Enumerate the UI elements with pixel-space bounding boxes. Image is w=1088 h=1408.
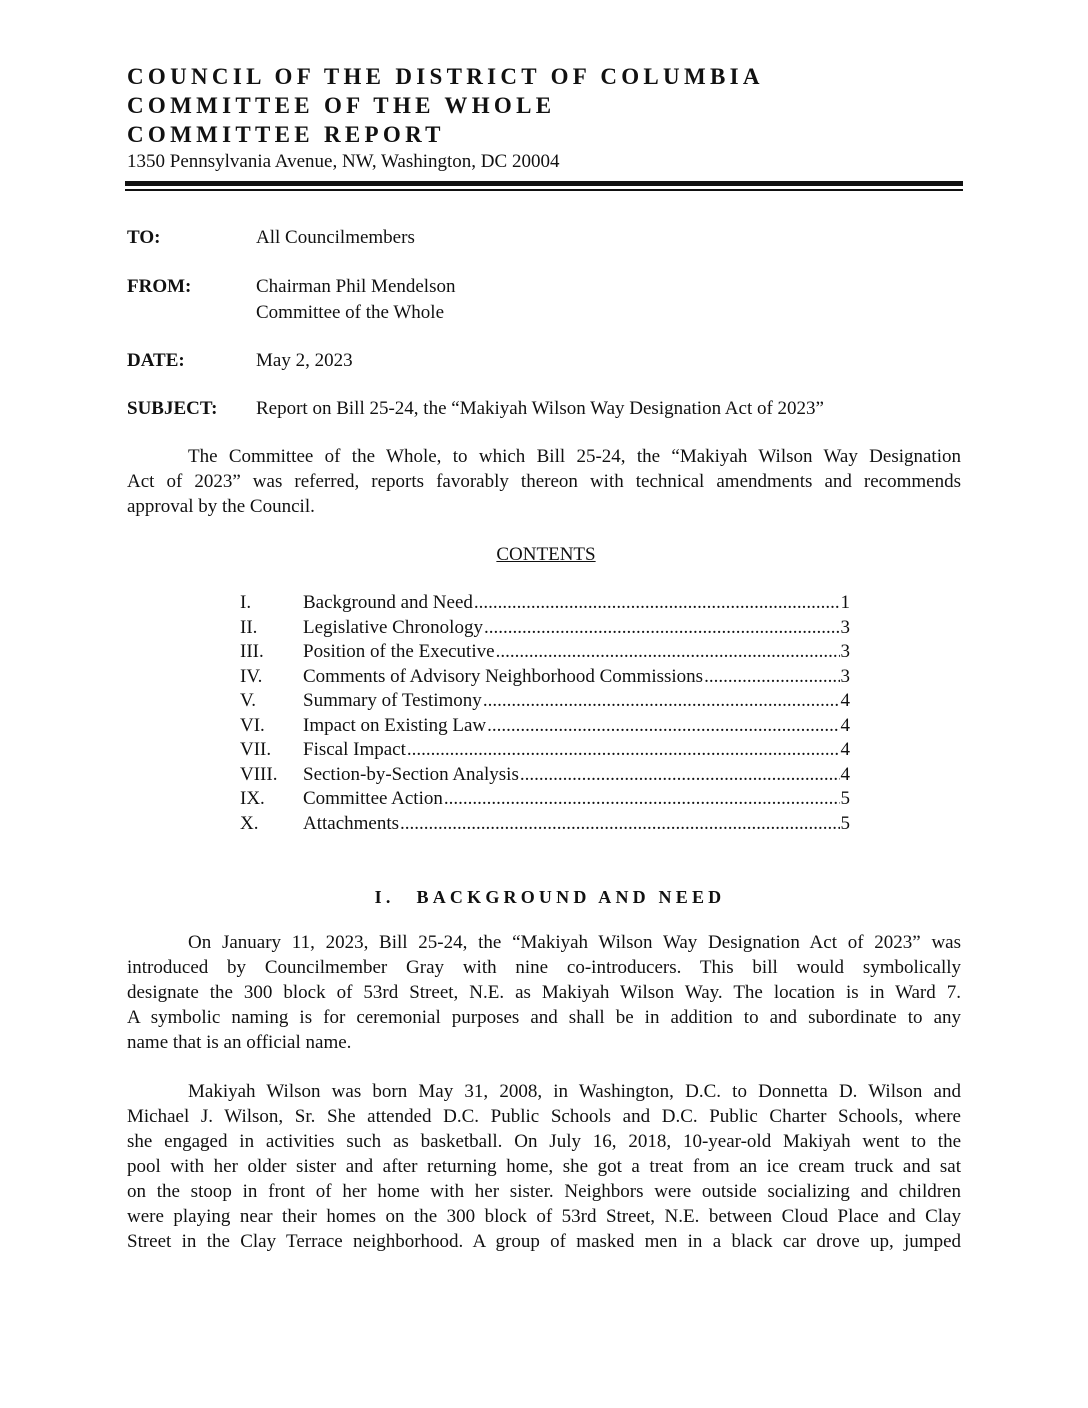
header-rule-thin bbox=[125, 189, 963, 191]
toc-label: Attachments bbox=[303, 812, 400, 834]
memo-subject-value: Report on Bill 25-24, the “Makiyah Wilson Way Designation Act of 2023” bbox=[256, 398, 824, 419]
toc-leader-dots bbox=[484, 616, 840, 641]
paragraph-line: On January 11, 2023, Bill 25-24, the “Makiyah Wilson Way Designation Act of 2023” was bbox=[188, 932, 961, 953]
paragraph-line: were playing near their homes on the 300 block of 53rd Street, N.E. between Cloud Place and Clay bbox=[127, 1206, 961, 1227]
toc-row bbox=[240, 665, 850, 690]
toc-row bbox=[240, 714, 850, 739]
toc-label: Background and Need bbox=[303, 592, 473, 613]
toc-entry bbox=[303, 640, 850, 665]
intro-line: approval by the Council. bbox=[127, 496, 315, 517]
toc-leader-dots bbox=[487, 714, 839, 739]
letterhead-report-type: COMMITTEE REPORT bbox=[127, 122, 445, 147]
toc-leader-dots bbox=[400, 812, 839, 837]
toc-number: I. bbox=[240, 592, 252, 613]
toc-page-number: 5 bbox=[840, 812, 850, 834]
toc-label: Summary of Testimony bbox=[303, 690, 482, 711]
toc-entry bbox=[303, 763, 850, 788]
toc-number: III. bbox=[240, 641, 264, 662]
paragraph-line: Makiyah Wilson was born May 31, 2008, in Washington, D.C. to Donnetta D. Wilson and bbox=[188, 1081, 961, 1102]
letterhead-address: 1350 Pennsylvania Avenue, NW, Washington, DC 20004 bbox=[127, 151, 560, 172]
toc-entry bbox=[303, 665, 850, 690]
intro-line: The Committee of the Whole, to which Bill 25-24, the “Makiyah Wilson Way Designation bbox=[188, 446, 961, 467]
toc-row bbox=[240, 787, 850, 812]
toc-number: IX. bbox=[240, 788, 265, 809]
toc-leader-dots bbox=[483, 689, 840, 714]
toc-page-number: 3 bbox=[840, 641, 850, 662]
paragraph-line: name that is an official name. bbox=[127, 1032, 352, 1053]
contents-title bbox=[0, 542, 1088, 568]
letterhead bbox=[127, 62, 764, 174]
header-rule-thick bbox=[125, 181, 963, 186]
toc-page-number: 3 bbox=[840, 616, 850, 638]
paragraph-line: designate the 300 block of 53rd Street, N.E. as Makiyah Wilson Way. The location is in Ward 7. bbox=[127, 982, 961, 1003]
toc-label: Fiscal Impact bbox=[303, 739, 406, 760]
memo-date-value: May 2, 2023 bbox=[256, 350, 353, 371]
toc-label: Impact on Existing Law bbox=[303, 714, 487, 736]
toc-label: Committee Action bbox=[303, 788, 443, 809]
toc-number: IV. bbox=[240, 665, 263, 687]
memo-date-label: DATE: bbox=[127, 350, 185, 371]
toc-row bbox=[240, 616, 850, 641]
toc-number: V. bbox=[240, 690, 257, 711]
toc-page-number: 5 bbox=[840, 788, 850, 809]
toc-number: VIII. bbox=[240, 763, 278, 785]
toc-row bbox=[240, 591, 850, 616]
paragraph-line: introduced by Councilmember Gray with nine co-introducers. This bill would symbolically bbox=[127, 957, 961, 978]
toc-page-number: 4 bbox=[840, 739, 850, 760]
toc-entry bbox=[303, 812, 850, 837]
toc-page-number: 1 bbox=[840, 592, 850, 613]
paragraph-line: she engaged in activities such as basketball. On July 16, 2018, 10-year-old Makiyah went to the bbox=[127, 1131, 961, 1152]
background-paragraph-1 bbox=[127, 930, 961, 1055]
toc-row bbox=[240, 689, 850, 714]
toc-label: Position of the Executive bbox=[303, 641, 495, 662]
toc-leader-dots bbox=[407, 738, 840, 763]
toc-page-number: 4 bbox=[840, 763, 850, 785]
toc-entry bbox=[303, 591, 850, 616]
toc-page-number: 3 bbox=[840, 665, 850, 687]
paragraph-line: on the stoop in front of her home with her sister. Neighbors were outside socializing and children bbox=[127, 1181, 961, 1202]
toc-entry bbox=[303, 689, 850, 714]
letterhead-committee: COMMITTEE OF THE WHOLE bbox=[127, 93, 556, 118]
memo-to-label: TO: bbox=[127, 227, 161, 248]
paragraph-line: Michael J. Wilson, Sr. She attended D.C. Public Schools and D.C. Public Charter Schools, where bbox=[127, 1106, 961, 1127]
letterhead-council: COUNCIL OF THE DISTRICT OF COLUMBIA bbox=[127, 64, 764, 89]
paragraph-line: Street in the Clay Terrace neighborhood. A group of masked men in a black car drove up, jumped bbox=[127, 1231, 961, 1252]
toc-number: VI. bbox=[240, 714, 265, 736]
toc-row bbox=[240, 640, 850, 665]
toc-leader-dots bbox=[444, 787, 840, 812]
section-title: BACKGROUND AND NEED bbox=[416, 887, 726, 907]
toc-number: II. bbox=[240, 616, 258, 638]
toc-entry bbox=[303, 616, 850, 641]
toc-label: Section-by-Section Analysis bbox=[303, 763, 519, 785]
toc-entry bbox=[303, 714, 850, 739]
memo-subject-label: SUBJECT: bbox=[127, 398, 218, 419]
toc-number: VII. bbox=[240, 739, 272, 760]
memo-to-value: All Councilmembers bbox=[256, 227, 415, 248]
toc-number: X. bbox=[240, 812, 259, 834]
toc-label: Legislative Chronology bbox=[303, 616, 483, 638]
table-of-contents bbox=[240, 591, 850, 836]
toc-row bbox=[240, 812, 850, 837]
memo-from-label: FROM: bbox=[127, 276, 192, 297]
toc-leader-dots bbox=[704, 665, 839, 690]
memo-from-value-1: Chairman Phil Mendelson bbox=[256, 276, 456, 297]
toc-row bbox=[240, 738, 850, 763]
contents-title-text: CONTENTS bbox=[496, 544, 596, 565]
toc-leader-dots bbox=[520, 763, 840, 788]
toc-label: Comments of Advisory Neighborhood Commissions bbox=[303, 665, 704, 687]
toc-entry bbox=[303, 787, 850, 812]
memo-from-value-2: Committee of the Whole bbox=[256, 302, 445, 323]
paragraph-line: pool with her older sister and after returning home, she got a treat from an ice cream truck and sat bbox=[127, 1156, 961, 1177]
toc-entry bbox=[303, 738, 850, 763]
background-paragraph-2 bbox=[127, 1079, 961, 1254]
toc-row bbox=[240, 763, 850, 788]
section-number: I. bbox=[374, 887, 395, 907]
toc-leader-dots bbox=[496, 640, 840, 665]
toc-page-number: 4 bbox=[840, 714, 850, 736]
intro-line: Act of 2023” was referred, reports favorably thereon with technical amendments and recommends bbox=[127, 471, 961, 492]
section-heading-background bbox=[0, 884, 1088, 910]
toc-leader-dots bbox=[474, 591, 840, 616]
intro-paragraph bbox=[127, 444, 961, 519]
paragraph-line: A symbolic naming is for ceremonial purposes and shall be in addition to and subordinate to any bbox=[127, 1007, 961, 1028]
toc-page-number: 4 bbox=[840, 690, 850, 711]
